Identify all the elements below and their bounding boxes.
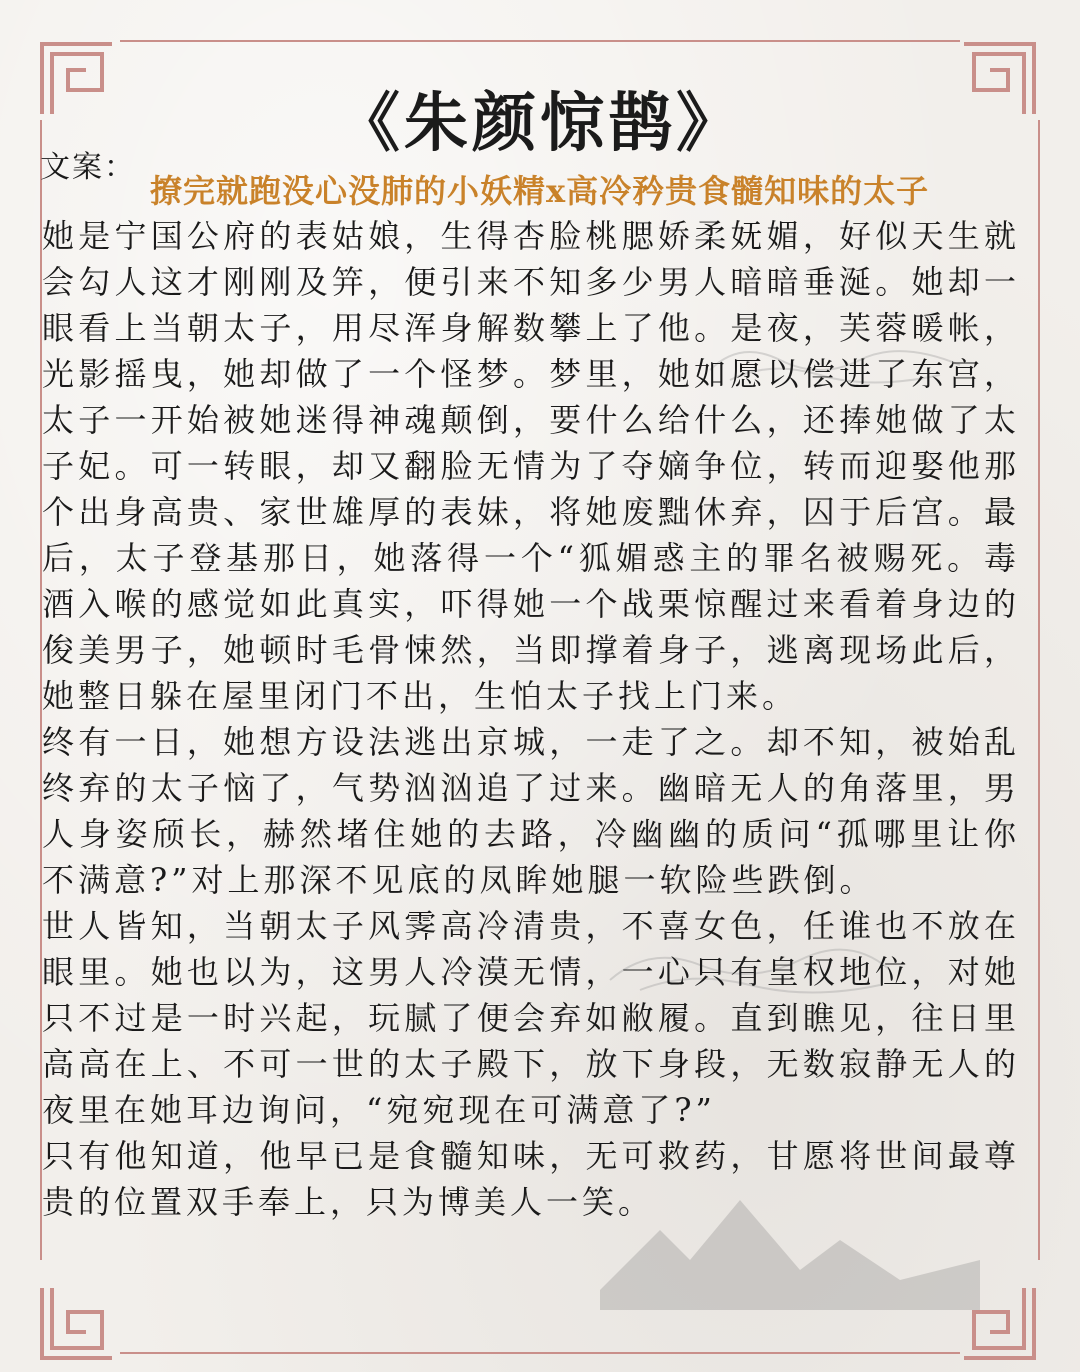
synopsis-label: 文案：	[40, 150, 136, 185]
synopsis-tagline: 撩完就跑没心没肺的小妖精x高冷矜贵食髓知味的太子	[150, 172, 930, 210]
synopsis-paragraph: 只有他知道，他早已是食髓知味，无可救药，甘愿将世间最尊贵的位置双手奉上，只为博美人一笑。	[42, 1137, 1020, 1221]
synopsis-body	[42, 213, 1020, 1225]
synopsis-paragraph: 世人皆知，当朝太子风霁高冷清贵，不喜女色，任谁也不放在眼里。她也以为，这男人冷漠无情，一心只有皇权地位，对她只不过是一时兴起，玩腻了便会弃如敝履。直到瞧见，往日里高高在上、不可一世的太子殿下，放下身段，无数寂静无人的夜里在她耳边询问，“宛宛现在可满意了?”	[42, 907, 1020, 1129]
page-title: 《朱颜惊鹊》	[336, 86, 744, 161]
frame-right-line	[1038, 120, 1040, 1260]
synopsis-paragraph: 她是宁国公府的表姑娘，生得杏脸桃腮娇柔妩媚，好似天生就会勾人这才刚刚及笄，便引来不知多少男人暗暗垂涎。她却一眼看上当朝太子，用尽浑身解数攀上了他。是夜，芙蓉暖帐，光影摇曳，她却做了一个怪梦。梦里，她如愿以偿进了东宫，太子一开始被她迷得神魂颠倒，要什么给什么，还捧她做了太子妃。可一转眼，却又翻脸无情为了夺嫡争位，转而迎娶他那个出身高贵、家世雄厚的表妹，将她废黜休弃，囚于后宫。最后，太子登基那日，她落得一个“狐媚惑主的罪名被赐死。毒酒入喉的感觉如此真实，吓得她一个战栗惊醒过来看着身边的俊美男子，她顿时毛骨悚然，当即撑着身子，逃离现场此后，她整日躲在屋里闭门不出，生怕太子找上门来。	[42, 217, 1020, 715]
frame-bottom-line	[120, 1352, 960, 1354]
frame-top-line	[120, 40, 960, 42]
fret-corner-icon	[38, 1284, 116, 1362]
synopsis-paragraph: 终有一日，她想方设法逃出京城，一走了之。却不知，被始乱终弃的太子恼了，气势汹汹追了过来。幽暗无人的角落里，男人身姿颀长，赫然堵住她的去路，冷幽幽的质问“孤哪里让你不满意?”对上那深不见底的凤眸她腿一软险些跌倒。	[42, 723, 1020, 899]
